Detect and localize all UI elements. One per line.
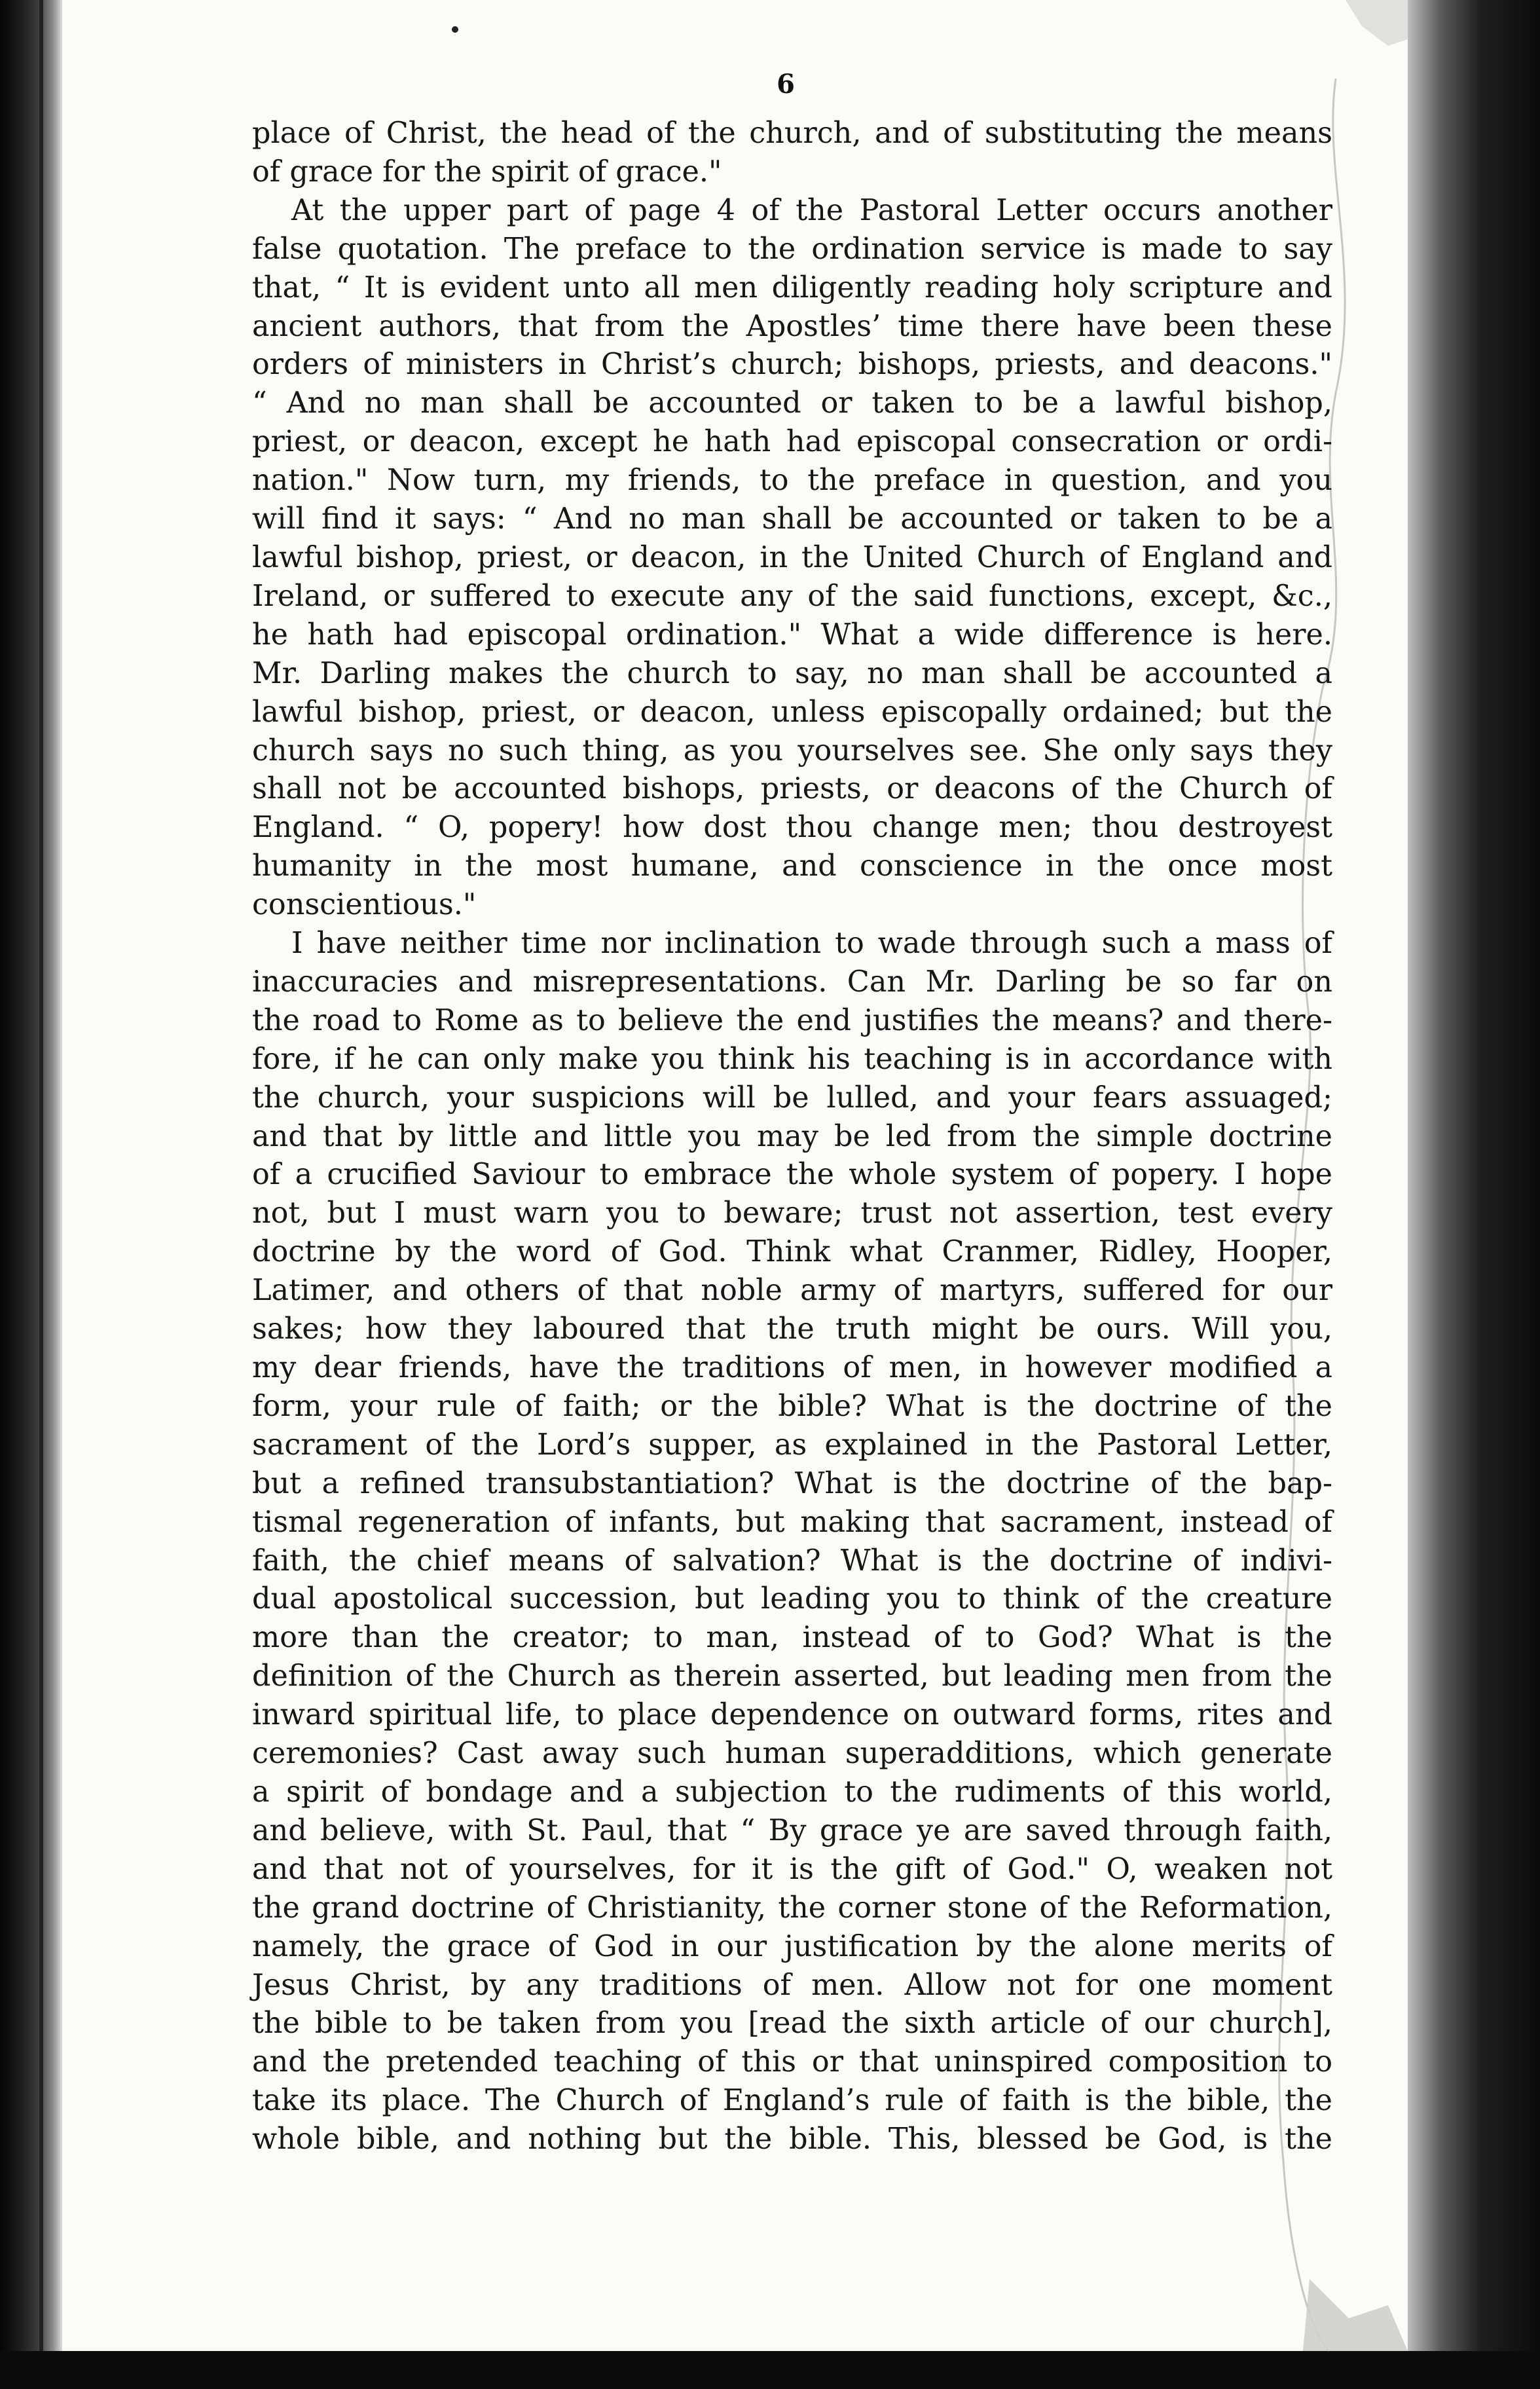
text-line: shall not be accounted bishops, priests, or deacons of the Church of (252, 772, 1332, 806)
text-line: tismal regeneration of infants, but making that sacrament, instead of (252, 1505, 1332, 1539)
text-line: and that not of yourselves, for it is the gift of God." O, weaken not (252, 1852, 1332, 1886)
text-line: the road to Rome as to believe the end justifies the means? and there- (252, 1003, 1332, 1037)
text-line: false quotation. The preface to the ordination service is made to say (252, 232, 1332, 266)
text-line: form, your rule of faith; or the bible? What is the doctrine of the (252, 1389, 1332, 1423)
text-line: “ And no man shall be accounted or taken to be a lawful bishop, (252, 386, 1332, 420)
text-line: the church, your suspicions will be lulled, and your fears assuaged; (252, 1081, 1332, 1115)
text-line: namely, the grace of God in our justification by the alone merits of (252, 1929, 1332, 1963)
text-line: inaccuracies and misrepresentations. Can Mr. Darling be so far on (252, 965, 1332, 999)
text-line: whole bible, and nothing but the bible. This, blessed be God, is the (252, 2122, 1332, 2157)
text-line: my dear friends, have the traditions of men, in however modified a (252, 1351, 1332, 1384)
page-number: 6 (777, 69, 795, 100)
text-line: the bible to be taken from you [read the sixth article of our church], (252, 2007, 1332, 2041)
text-line: Jesus Christ, by any traditions of men. Allow not for one moment (252, 1968, 1332, 2002)
text-line: sacrament of the Lord’s supper, as explained in the Pastoral Letter, (252, 1428, 1332, 1462)
text-line: fore, if he can only make you think his teaching is in accordance with (252, 1042, 1332, 1076)
text-line: dual apostolical succession, but leading you to think of the creature (252, 1582, 1332, 1616)
text-line: of grace for the spirit of grace." (252, 155, 722, 189)
text-line: nation." Now turn, my friends, to the preface in question, and you (252, 464, 1332, 498)
text-line: Latimer, and others of that noble army of martyrs, suffered for our (252, 1274, 1332, 1308)
text-line: ceremonies? Cast away such human superadditions, which generate (252, 1737, 1332, 1771)
text-line: Mr. Darling makes the church to say, no man shall be accounted a (252, 656, 1332, 690)
text-line: inward spiritual life, to place dependence on outward forms, rites and (252, 1698, 1332, 1732)
text-line: but a refined transubstantiation? What is the doctrine of the bap- (252, 1466, 1332, 1500)
text-line: orders of ministers in Christ’s church; bishops, priests, and deacons." (252, 348, 1332, 382)
text-line: place of Christ, the head of the church, and of substituting the means (252, 117, 1332, 150)
text-line: conscientious." (252, 888, 477, 922)
text-line: take its place. The Church of England’s rule of faith is the bible, the (252, 2084, 1332, 2118)
text-line: and the pretended teaching of this or that uninspired composition to (252, 2045, 1332, 2079)
text-line: a spirit of bondage and a subjection to the rudiments of this world, (252, 1775, 1332, 1809)
text-line: lawful bishop, priest, or deacon, in the United Church of England and (252, 540, 1332, 574)
text-line: England. “ O, popery! how dost thou change men; thou destroyest (252, 811, 1332, 845)
text-line: At the upper part of page 4 of the Pastoral Letter occurs another (291, 193, 1332, 227)
text-line: lawful bishop, priest, or deacon, unless episcopally ordained; but the (252, 695, 1332, 729)
text-line: the grand doctrine of Christianity, the corner stone of the Reformation, (252, 1891, 1332, 1925)
text-line: church says no such thing, as you yourselves see. She only says they (252, 733, 1332, 768)
text-line: not, but I must warn you to beware; trust not assertion, test every (252, 1196, 1332, 1231)
text-line: doctrine by the word of God. Think what Cranmer, Ridley, Hooper, (252, 1235, 1332, 1269)
text-line: definition of the Church as therein asserted, but leading men from the (252, 1659, 1332, 1694)
text-line: and that by little and little you may be led from the simple doctrine (252, 1119, 1332, 1153)
scan-dust-speck (452, 26, 458, 33)
text-line: more than the creator; to man, instead of to God? What is the (252, 1621, 1332, 1655)
text-line: priest, or deacon, except he hath had episcopal consecration or ordi- (252, 425, 1332, 459)
text-line: and believe, with St. Paul, that “ By grace ye are saved through faith, (252, 1813, 1332, 1847)
text-line: sakes; how they laboured that the truth might be ours. Will you, (252, 1312, 1332, 1346)
text-line: humanity in the most humane, and conscience in the once most (252, 849, 1332, 883)
body-text (252, 115, 1332, 2159)
text-line: of a crucified Saviour to embrace the whole system of popery. I hope (252, 1158, 1332, 1192)
text-line: I have neither time nor inclination to wade through such a mass of (291, 927, 1332, 961)
text-line: faith, the chief means of salvation? What is the doctrine of indivi- (252, 1544, 1332, 1578)
text-line: he hath had episcopal ordination." What a wide difference is here. (252, 618, 1332, 652)
text-line: ancient authors, that from the Apostles’ time there have been these (252, 309, 1332, 343)
text-line: that, “ It is evident unto all men diligently reading holy scripture and (252, 270, 1332, 305)
text-line: will find it says: “ And no man shall be accounted or taken to be a (252, 502, 1332, 536)
text-line: Ireland, or suffered to execute any of the said functions, except, &c., (252, 579, 1332, 613)
